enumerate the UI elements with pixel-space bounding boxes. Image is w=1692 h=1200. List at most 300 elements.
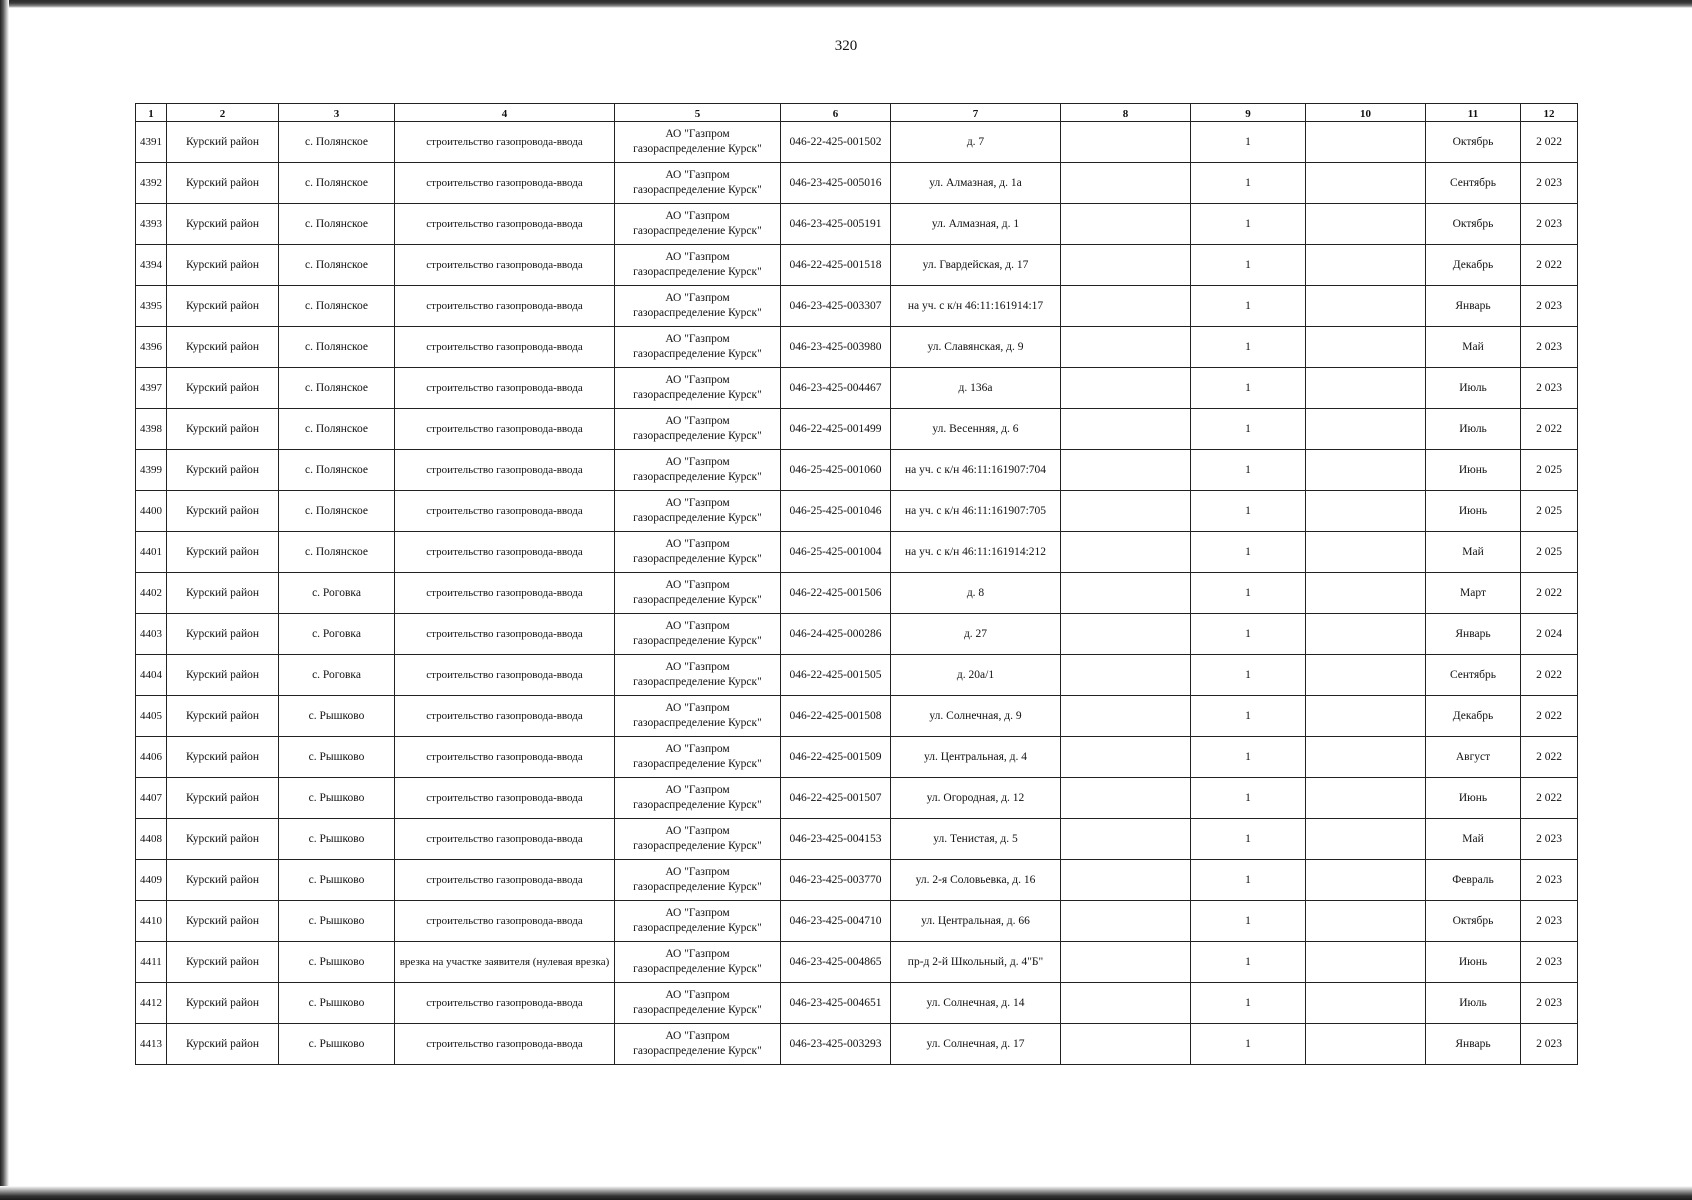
- application-code-cell: 046-22-425-001518: [781, 245, 891, 286]
- table-row: [136, 573, 1578, 614]
- village-cell: с. Рышково: [279, 737, 395, 778]
- district-cell: Курский район: [167, 901, 279, 942]
- work-type-cell: строительство газопровода-ввода: [395, 122, 615, 163]
- address-cell: д. 20а/1: [891, 655, 1061, 696]
- row-number: 4403: [136, 614, 167, 655]
- quantity-cell: 1: [1191, 573, 1306, 614]
- month-cell: Январь: [1426, 286, 1521, 327]
- application-code-cell: 046-22-425-001499: [781, 409, 891, 450]
- column-10-cell: [1306, 614, 1426, 655]
- year-cell: 2 025: [1521, 450, 1578, 491]
- year-cell: 2 022: [1521, 696, 1578, 737]
- application-code-cell: 046-22-425-001509: [781, 737, 891, 778]
- address-cell: ул. Алмазная, д. 1а: [891, 163, 1061, 204]
- month-cell: Июнь: [1426, 450, 1521, 491]
- row-number: 4407: [136, 778, 167, 819]
- row-number: 4402: [136, 573, 167, 614]
- quantity-cell: 1: [1191, 204, 1306, 245]
- year-cell: 2 023: [1521, 163, 1578, 204]
- address-cell: ул. Алмазная, д. 1: [891, 204, 1061, 245]
- row-number: 4404: [136, 655, 167, 696]
- quantity-cell: 1: [1191, 860, 1306, 901]
- year-cell: 2 025: [1521, 532, 1578, 573]
- column-8-cell: [1061, 122, 1191, 163]
- year-cell: 2 023: [1521, 901, 1578, 942]
- address-cell: ул. Центральная, д. 4: [891, 737, 1061, 778]
- work-type-cell: строительство газопровода-ввода: [395, 983, 615, 1024]
- month-cell: Июнь: [1426, 778, 1521, 819]
- table-row: [136, 163, 1578, 204]
- quantity-cell: 1: [1191, 778, 1306, 819]
- district-cell: Курский район: [167, 573, 279, 614]
- district-cell: Курский район: [167, 737, 279, 778]
- application-code-cell: 046-23-425-004865: [781, 942, 891, 983]
- organization-cell: АО "Газпром газораспределение Курск": [615, 245, 781, 286]
- col-header-9: 9: [1191, 104, 1306, 122]
- address-cell: на уч. с к/н 46:11:161914:17: [891, 286, 1061, 327]
- application-code-cell: 046-23-425-004710: [781, 901, 891, 942]
- address-cell: ул. Славянская, д. 9: [891, 327, 1061, 368]
- column-8-cell: [1061, 1024, 1191, 1065]
- work-type-cell: строительство газопровода-ввода: [395, 778, 615, 819]
- organization-cell: АО "Газпром газораспределение Курск": [615, 819, 781, 860]
- col-header-1: 1: [136, 104, 167, 122]
- table-row: [136, 655, 1578, 696]
- village-cell: с. Полянское: [279, 286, 395, 327]
- work-type-cell: строительство газопровода-ввода: [395, 819, 615, 860]
- work-type-cell: строительство газопровода-ввода: [395, 450, 615, 491]
- row-number: 4394: [136, 245, 167, 286]
- year-cell: 2 022: [1521, 122, 1578, 163]
- table-row: [136, 327, 1578, 368]
- organization-cell: АО "Газпром газораспределение Курск": [615, 614, 781, 655]
- row-number: 4398: [136, 409, 167, 450]
- district-cell: Курский район: [167, 532, 279, 573]
- quantity-cell: 1: [1191, 245, 1306, 286]
- month-cell: Декабрь: [1426, 696, 1521, 737]
- district-cell: Курский район: [167, 409, 279, 450]
- address-cell: ул. Солнечная, д. 17: [891, 1024, 1061, 1065]
- village-cell: с. Рышково: [279, 819, 395, 860]
- quantity-cell: 1: [1191, 368, 1306, 409]
- table-row: [136, 409, 1578, 450]
- scan-edge-left: [0, 0, 9, 1200]
- village-cell: с. Полянское: [279, 491, 395, 532]
- quantity-cell: 1: [1191, 942, 1306, 983]
- row-number: 4397: [136, 368, 167, 409]
- application-code-cell: 046-25-425-001060: [781, 450, 891, 491]
- address-cell: д. 7: [891, 122, 1061, 163]
- organization-cell: АО "Газпром газораспределение Курск": [615, 286, 781, 327]
- month-cell: Июль: [1426, 409, 1521, 450]
- organization-cell: АО "Газпром газораспределение Курск": [615, 204, 781, 245]
- district-cell: Курский район: [167, 655, 279, 696]
- address-cell: на уч. с к/н 46:11:161914:212: [891, 532, 1061, 573]
- month-cell: Январь: [1426, 614, 1521, 655]
- quantity-cell: 1: [1191, 491, 1306, 532]
- address-cell: пр-д 2-й Школьный, д. 4"Б": [891, 942, 1061, 983]
- village-cell: с. Рышково: [279, 983, 395, 1024]
- application-code-cell: 046-23-425-003293: [781, 1024, 891, 1065]
- table-row: [136, 122, 1578, 163]
- column-8-cell: [1061, 286, 1191, 327]
- column-10-cell: [1306, 655, 1426, 696]
- village-cell: с. Рышково: [279, 860, 395, 901]
- address-cell: на уч. с к/н 46:11:161907:705: [891, 491, 1061, 532]
- column-10-cell: [1306, 204, 1426, 245]
- work-type-cell: строительство газопровода-ввода: [395, 245, 615, 286]
- row-number: 4405: [136, 696, 167, 737]
- column-8-cell: [1061, 655, 1191, 696]
- organization-cell: АО "Газпром газораспределение Курск": [615, 532, 781, 573]
- address-cell: ул. Солнечная, д. 9: [891, 696, 1061, 737]
- column-8-cell: [1061, 983, 1191, 1024]
- organization-cell: АО "Газпром газораспределение Курск": [615, 573, 781, 614]
- quantity-cell: 1: [1191, 450, 1306, 491]
- column-8-cell: [1061, 327, 1191, 368]
- application-code-cell: 046-23-425-005016: [781, 163, 891, 204]
- organization-cell: АО "Газпром газораспределение Курск": [615, 655, 781, 696]
- column-8-cell: [1061, 573, 1191, 614]
- row-number: 4396: [136, 327, 167, 368]
- table-row: [136, 819, 1578, 860]
- column-10-cell: [1306, 286, 1426, 327]
- quantity-cell: 1: [1191, 532, 1306, 573]
- address-cell: на уч. с к/н 46:11:161907:704: [891, 450, 1061, 491]
- work-type-cell: строительство газопровода-ввода: [395, 286, 615, 327]
- district-cell: Курский район: [167, 204, 279, 245]
- village-cell: с. Полянское: [279, 163, 395, 204]
- table-row: [136, 245, 1578, 286]
- row-number: 4401: [136, 532, 167, 573]
- village-cell: с. Полянское: [279, 245, 395, 286]
- scan-edge-bottom: [0, 1186, 1692, 1200]
- organization-cell: АО "Газпром газораспределение Курск": [615, 860, 781, 901]
- application-code-cell: 046-25-425-001004: [781, 532, 891, 573]
- organization-cell: АО "Газпром газораспределение Курск": [615, 942, 781, 983]
- work-type-cell: строительство газопровода-ввода: [395, 737, 615, 778]
- district-cell: Курский район: [167, 491, 279, 532]
- quantity-cell: 1: [1191, 1024, 1306, 1065]
- month-cell: Сентябрь: [1426, 655, 1521, 696]
- row-number: 4411: [136, 942, 167, 983]
- organization-cell: АО "Газпром газораспределение Курск": [615, 696, 781, 737]
- register-table: [135, 103, 1578, 1065]
- quantity-cell: 1: [1191, 983, 1306, 1024]
- row-number: 4399: [136, 450, 167, 491]
- quantity-cell: 1: [1191, 409, 1306, 450]
- table-row: [136, 204, 1578, 245]
- year-cell: 2 023: [1521, 819, 1578, 860]
- address-cell: ул. Центральная, д. 66: [891, 901, 1061, 942]
- village-cell: с. Полянское: [279, 122, 395, 163]
- month-cell: Декабрь: [1426, 245, 1521, 286]
- column-8-cell: [1061, 491, 1191, 532]
- organization-cell: АО "Газпром газораспределение Курск": [615, 122, 781, 163]
- work-type-cell: строительство газопровода-ввода: [395, 1024, 615, 1065]
- address-cell: д. 27: [891, 614, 1061, 655]
- month-cell: Июль: [1426, 368, 1521, 409]
- table-row: [136, 901, 1578, 942]
- col-header-4: 4: [395, 104, 615, 122]
- column-10-cell: [1306, 368, 1426, 409]
- work-type-cell: строительство газопровода-ввода: [395, 860, 615, 901]
- organization-cell: АО "Газпром газораспределение Курск": [615, 901, 781, 942]
- row-number: 4409: [136, 860, 167, 901]
- table-row: [136, 696, 1578, 737]
- column-10-cell: [1306, 450, 1426, 491]
- month-cell: Октябрь: [1426, 901, 1521, 942]
- column-8-cell: [1061, 368, 1191, 409]
- column-10-cell: [1306, 327, 1426, 368]
- village-cell: с. Полянское: [279, 327, 395, 368]
- address-cell: ул. Гвардейская, д. 17: [891, 245, 1061, 286]
- header-row: [136, 104, 1578, 122]
- district-cell: Курский район: [167, 983, 279, 1024]
- month-cell: Май: [1426, 327, 1521, 368]
- district-cell: Курский район: [167, 614, 279, 655]
- application-code-cell: 046-22-425-001502: [781, 122, 891, 163]
- row-number: 4391: [136, 122, 167, 163]
- work-type-cell: строительство газопровода-ввода: [395, 204, 615, 245]
- column-10-cell: [1306, 245, 1426, 286]
- col-header-10: 10: [1306, 104, 1426, 122]
- district-cell: Курский район: [167, 942, 279, 983]
- table-row: [136, 450, 1578, 491]
- column-8-cell: [1061, 819, 1191, 860]
- month-cell: Февраль: [1426, 860, 1521, 901]
- village-cell: с. Полянское: [279, 368, 395, 409]
- address-cell: д. 8: [891, 573, 1061, 614]
- application-code-cell: 046-22-425-001507: [781, 778, 891, 819]
- column-8-cell: [1061, 163, 1191, 204]
- table-row: [136, 286, 1578, 327]
- column-8-cell: [1061, 614, 1191, 655]
- table-row: [136, 1024, 1578, 1065]
- quantity-cell: 1: [1191, 655, 1306, 696]
- district-cell: Курский район: [167, 860, 279, 901]
- col-header-12: 12: [1521, 104, 1578, 122]
- table-row: [136, 942, 1578, 983]
- column-10-cell: [1306, 983, 1426, 1024]
- row-number: 4410: [136, 901, 167, 942]
- work-type-cell: строительство газопровода-ввода: [395, 614, 615, 655]
- year-cell: 2 023: [1521, 327, 1578, 368]
- table-row: [136, 532, 1578, 573]
- district-cell: Курский район: [167, 819, 279, 860]
- column-10-cell: [1306, 573, 1426, 614]
- district-cell: Курский район: [167, 122, 279, 163]
- row-number: 4393: [136, 204, 167, 245]
- organization-cell: АО "Газпром газораспределение Курск": [615, 163, 781, 204]
- column-10-cell: [1306, 737, 1426, 778]
- month-cell: Май: [1426, 819, 1521, 860]
- table-row: [136, 860, 1578, 901]
- year-cell: 2 025: [1521, 491, 1578, 532]
- column-10-cell: [1306, 532, 1426, 573]
- village-cell: с. Рышково: [279, 901, 395, 942]
- address-cell: ул. 2-я Соловьевка, д. 16: [891, 860, 1061, 901]
- village-cell: с. Рышково: [279, 942, 395, 983]
- year-cell: 2 023: [1521, 1024, 1578, 1065]
- page-number: 320: [834, 38, 858, 54]
- table-row: [136, 368, 1578, 409]
- address-cell: ул. Весенняя, д. 6: [891, 409, 1061, 450]
- application-code-cell: 046-23-425-004467: [781, 368, 891, 409]
- work-type-cell: строительство газопровода-ввода: [395, 696, 615, 737]
- column-10-cell: [1306, 409, 1426, 450]
- organization-cell: АО "Газпром газораспределение Курск": [615, 409, 781, 450]
- application-code-cell: 046-24-425-000286: [781, 614, 891, 655]
- address-cell: д. 136а: [891, 368, 1061, 409]
- village-cell: с. Рышково: [279, 1024, 395, 1065]
- year-cell: 2 024: [1521, 614, 1578, 655]
- work-type-cell: строительство газопровода-ввода: [395, 901, 615, 942]
- district-cell: Курский район: [167, 778, 279, 819]
- column-10-cell: [1306, 860, 1426, 901]
- table-row: [136, 491, 1578, 532]
- district-cell: Курский район: [167, 245, 279, 286]
- quantity-cell: 1: [1191, 163, 1306, 204]
- organization-cell: АО "Газпром газораспределение Курск": [615, 450, 781, 491]
- village-cell: с. Роговка: [279, 573, 395, 614]
- column-10-cell: [1306, 901, 1426, 942]
- month-cell: Июнь: [1426, 491, 1521, 532]
- village-cell: с. Полянское: [279, 204, 395, 245]
- year-cell: 2 022: [1521, 409, 1578, 450]
- col-header-5: 5: [615, 104, 781, 122]
- column-10-cell: [1306, 778, 1426, 819]
- application-code-cell: 046-22-425-001506: [781, 573, 891, 614]
- month-cell: Март: [1426, 573, 1521, 614]
- work-type-cell: строительство газопровода-ввода: [395, 532, 615, 573]
- column-8-cell: [1061, 737, 1191, 778]
- village-cell: с. Рышково: [279, 696, 395, 737]
- organization-cell: АО "Газпром газораспределение Курск": [615, 737, 781, 778]
- year-cell: 2 022: [1521, 737, 1578, 778]
- application-code-cell: 046-23-425-005191: [781, 204, 891, 245]
- village-cell: с. Роговка: [279, 614, 395, 655]
- quantity-cell: 1: [1191, 696, 1306, 737]
- row-number: 4400: [136, 491, 167, 532]
- table-row: [136, 778, 1578, 819]
- year-cell: 2 023: [1521, 368, 1578, 409]
- district-cell: Курский район: [167, 163, 279, 204]
- col-header-7: 7: [891, 104, 1061, 122]
- work-type-cell: строительство газопровода-ввода: [395, 491, 615, 532]
- row-number: 4392: [136, 163, 167, 204]
- work-type-cell: строительство газопровода-ввода: [395, 327, 615, 368]
- village-cell: с. Полянское: [279, 409, 395, 450]
- work-type-cell: строительство газопровода-ввода: [395, 368, 615, 409]
- col-header-8: 8: [1061, 104, 1191, 122]
- application-code-cell: 046-22-425-001505: [781, 655, 891, 696]
- address-cell: ул. Солнечная, д. 14: [891, 983, 1061, 1024]
- work-type-cell: строительство газопровода-ввода: [395, 409, 615, 450]
- organization-cell: АО "Газпром газораспределение Курск": [615, 1024, 781, 1065]
- year-cell: 2 022: [1521, 655, 1578, 696]
- month-cell: Октябрь: [1426, 204, 1521, 245]
- column-10-cell: [1306, 819, 1426, 860]
- work-type-cell: строительство газопровода-ввода: [395, 573, 615, 614]
- month-cell: Июль: [1426, 983, 1521, 1024]
- application-code-cell: 046-23-425-003307: [781, 286, 891, 327]
- address-cell: ул. Огородная, д. 12: [891, 778, 1061, 819]
- column-8-cell: [1061, 532, 1191, 573]
- month-cell: Август: [1426, 737, 1521, 778]
- month-cell: Январь: [1426, 1024, 1521, 1065]
- year-cell: 2 023: [1521, 204, 1578, 245]
- month-cell: Май: [1426, 532, 1521, 573]
- column-10-cell: [1306, 163, 1426, 204]
- organization-cell: АО "Газпром газораспределение Курск": [615, 327, 781, 368]
- column-8-cell: [1061, 409, 1191, 450]
- quantity-cell: 1: [1191, 737, 1306, 778]
- quantity-cell: 1: [1191, 122, 1306, 163]
- organization-cell: АО "Газпром газораспределение Курск": [615, 778, 781, 819]
- district-cell: Курский район: [167, 368, 279, 409]
- column-10-cell: [1306, 1024, 1426, 1065]
- column-8-cell: [1061, 901, 1191, 942]
- row-number: 4408: [136, 819, 167, 860]
- district-cell: Курский район: [167, 286, 279, 327]
- quantity-cell: 1: [1191, 901, 1306, 942]
- table-row: [136, 983, 1578, 1024]
- year-cell: 2 022: [1521, 573, 1578, 614]
- column-10-cell: [1306, 696, 1426, 737]
- column-8-cell: [1061, 696, 1191, 737]
- district-cell: Курский район: [167, 327, 279, 368]
- scan-edge-top: [0, 0, 1692, 8]
- column-8-cell: [1061, 942, 1191, 983]
- column-8-cell: [1061, 778, 1191, 819]
- application-code-cell: 046-22-425-001508: [781, 696, 891, 737]
- col-header-3: 3: [279, 104, 395, 122]
- year-cell: 2 023: [1521, 286, 1578, 327]
- year-cell: 2 022: [1521, 245, 1578, 286]
- village-cell: с. Полянское: [279, 532, 395, 573]
- application-code-cell: 046-23-425-004153: [781, 819, 891, 860]
- column-8-cell: [1061, 860, 1191, 901]
- work-type-cell: строительство газопровода-ввода: [395, 655, 615, 696]
- application-code-cell: 046-23-425-003980: [781, 327, 891, 368]
- organization-cell: АО "Газпром газораспределение Курск": [615, 491, 781, 532]
- village-cell: с. Рышково: [279, 778, 395, 819]
- col-header-6: 6: [781, 104, 891, 122]
- address-cell: ул. Тенистая, д. 5: [891, 819, 1061, 860]
- application-code-cell: 046-23-425-004651: [781, 983, 891, 1024]
- quantity-cell: 1: [1191, 614, 1306, 655]
- district-cell: Курский район: [167, 1024, 279, 1065]
- column-10-cell: [1306, 122, 1426, 163]
- col-header-11: 11: [1426, 104, 1521, 122]
- row-number: 4395: [136, 286, 167, 327]
- table-row: [136, 614, 1578, 655]
- quantity-cell: 1: [1191, 819, 1306, 860]
- column-10-cell: [1306, 942, 1426, 983]
- work-type-cell: врезка на участке заявителя (нулевая врезка): [395, 942, 615, 983]
- district-cell: Курский район: [167, 696, 279, 737]
- column-8-cell: [1061, 245, 1191, 286]
- column-8-cell: [1061, 450, 1191, 491]
- month-cell: Июнь: [1426, 942, 1521, 983]
- column-10-cell: [1306, 491, 1426, 532]
- quantity-cell: 1: [1191, 327, 1306, 368]
- village-cell: с. Полянское: [279, 450, 395, 491]
- organization-cell: АО "Газпром газораспределение Курск": [615, 983, 781, 1024]
- year-cell: 2 023: [1521, 983, 1578, 1024]
- row-number: 4412: [136, 983, 167, 1024]
